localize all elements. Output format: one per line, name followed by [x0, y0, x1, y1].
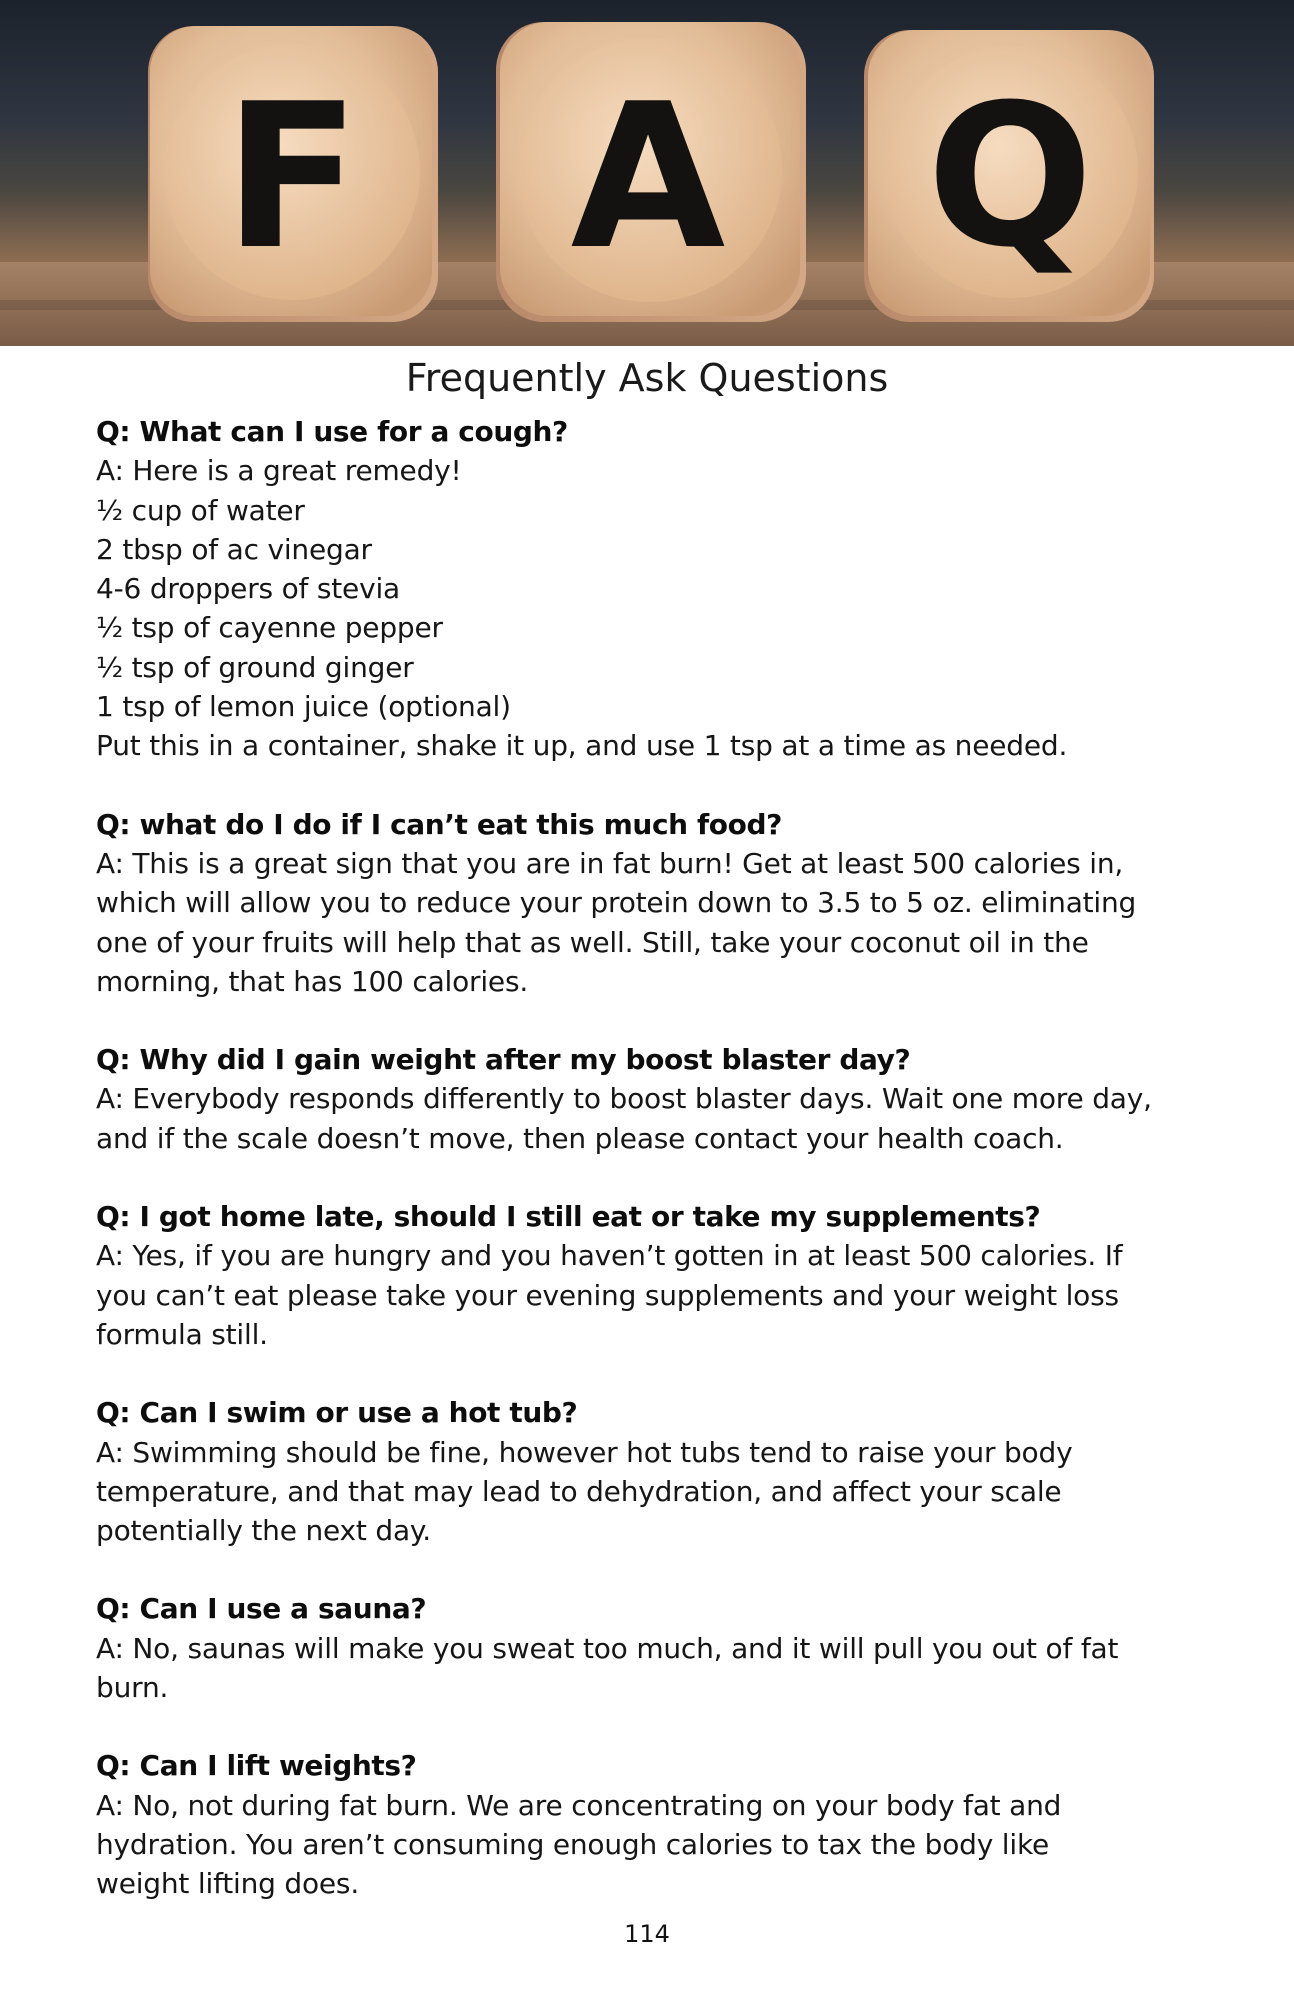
- faq-question: Q: What can I use for a cough?: [96, 415, 568, 448]
- faq-answer-line: morning, that has 100 calories.: [96, 964, 529, 998]
- faq-answer-line: weight lifting does.: [96, 1867, 360, 1901]
- faq-list: [96, 412, 1216, 1943]
- die-f: [148, 26, 438, 322]
- faq-answer-line: A: No, saunas will make you sweat too much, and it will pull you out of fat: [96, 1631, 1119, 1665]
- faq-answer-line: 2 tbsp of ac vinegar: [96, 532, 372, 566]
- die-q: [864, 30, 1154, 322]
- faq-answer-line: and if the scale doesn’t move, then please contact your health coach.: [96, 1121, 1064, 1155]
- faq-answer-line: ½ cup of water: [96, 493, 305, 527]
- faq-item: [96, 1589, 1216, 1707]
- faq-answer-line: Put this in a container, shake it up, and use 1 tsp at a time as needed.: [96, 729, 1068, 763]
- faq-question: Q: Can I lift weights?: [96, 1749, 417, 1783]
- faq-answer-line: A: Here is a great remedy!: [96, 454, 462, 488]
- page-number: 114: [624, 1920, 670, 1948]
- faq-answer-line: potentially the next day.: [96, 1514, 431, 1548]
- faq-answer-line: ½ tsp of ground ginger: [96, 650, 414, 684]
- faq-question: Q: Why did I gain weight after my boost blaster day?: [96, 1043, 911, 1077]
- die-letter-f: F: [223, 61, 361, 294]
- faq-answer: [96, 1236, 1216, 1354]
- faq-answer-line: ½ tsp of cayenne pepper: [96, 611, 443, 645]
- faq-question: Q: Can I swim or use a hot tub?: [96, 1396, 578, 1430]
- faq-answer-line: A: Swimming should be fine, however hot tubs tend to raise your body: [96, 1435, 1073, 1469]
- faq-question: Q: what do I do if I can’t eat this much food?: [96, 807, 782, 841]
- faq-answer-line: 1 tsp of lemon juice (optional): [96, 690, 511, 724]
- faq-answer-line: A: No, not during fat burn. We are concentrating on your body fat and: [96, 1788, 1062, 1822]
- faq-answer-line: formula still.: [96, 1317, 268, 1351]
- faq-answer-line: one of your fruits will help that as well. Still, take your coconut oil in the: [96, 925, 1089, 959]
- faq-answer-line: burn.: [96, 1671, 169, 1705]
- faq-answer-line: 4-6 droppers of stevia: [96, 572, 400, 606]
- die-letter-q: Q: [926, 63, 1094, 291]
- faq-answer: [96, 1786, 1216, 1904]
- faq-answer-line: A: Everybody responds differently to boost blaster days. Wait one more day,: [96, 1082, 1152, 1116]
- faq-answer: [96, 1079, 1216, 1158]
- faq-item: [96, 1393, 1216, 1550]
- faq-item: [96, 1040, 1216, 1158]
- faq-answer-line: which will allow you to reduce your protein down to 3.5 to 5 oz. eliminating: [96, 886, 1137, 920]
- faq-answer-line: temperature, and that may lead to dehydration, and affect your scale: [96, 1474, 1062, 1508]
- faq-hero-image: [0, 0, 1294, 346]
- die-a: [496, 22, 806, 322]
- faq-answer: [96, 1629, 1216, 1708]
- faq-item: [96, 1746, 1216, 1903]
- faq-question: Q: Can I use a sauna?: [96, 1592, 427, 1626]
- faq-answer-line: hydration. You aren’t consuming enough calories to tax the body like: [96, 1827, 1050, 1861]
- faq-item: [96, 412, 1216, 766]
- faq-item: [96, 1197, 1216, 1354]
- faq-answer-line: A: Yes, if you are hungry and you haven’t gotten in at least 500 calories. If: [96, 1239, 1123, 1273]
- faq-answer-line: A: This is a great sign that you are in fat burn! Get at least 500 calories in,: [96, 846, 1124, 880]
- faq-item: [96, 805, 1216, 1001]
- faq-answer-line: you can’t eat please take your evening supplements and your weight loss: [96, 1278, 1119, 1312]
- faq-answer: [96, 1433, 1216, 1551]
- page-title: Frequently Ask Questions: [405, 356, 889, 400]
- faq-answer: [96, 451, 1216, 765]
- faq-question: Q: I got home late, should I still eat or take my supplements?: [96, 1200, 1041, 1234]
- faq-answer: [96, 844, 1216, 1001]
- die-letter-a: A: [570, 61, 726, 294]
